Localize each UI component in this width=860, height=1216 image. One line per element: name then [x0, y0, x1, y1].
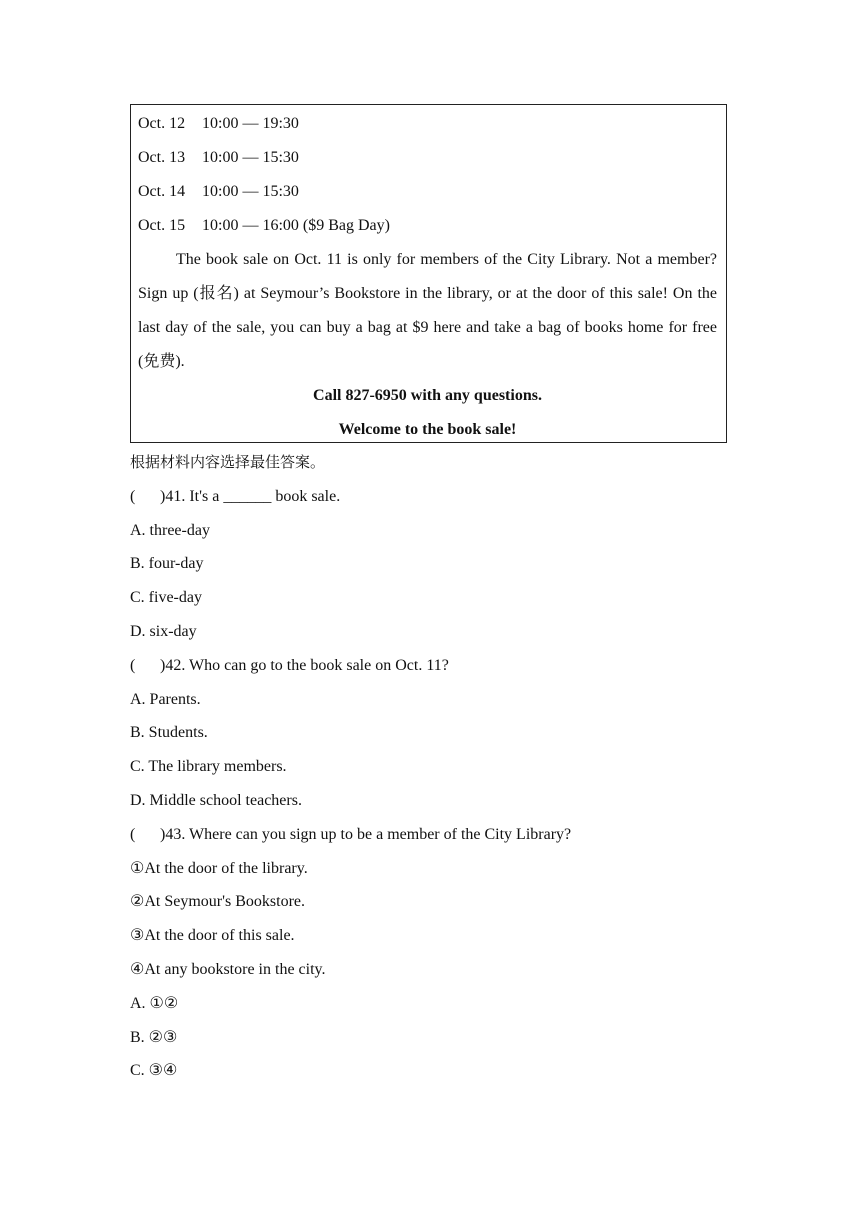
welcome-line: Welcome to the book sale!: [338, 421, 517, 438]
answer-blank: (: [130, 487, 136, 505]
question-section: [130, 446, 730, 1088]
statement: ④At any bookstore in the city.: [130, 960, 326, 978]
option: B. Students.: [130, 724, 208, 742]
option: A. ①②: [130, 994, 179, 1012]
question-text: )41. It's a ______ book sale.: [160, 487, 341, 505]
call-line: Call 827-6950 with any questions.: [313, 387, 542, 404]
option: C. ③④: [130, 1062, 178, 1080]
question-43-stem: [130, 818, 730, 852]
schedule-time: 10:00 — 16:00 ($9 Bag Day): [202, 217, 390, 234]
statement: ③At the door of this sale.: [130, 927, 295, 945]
question-text: )42. Who can go to the book sale on Oct. 11?: [160, 656, 449, 674]
schedule-date: Oct. 13: [138, 149, 186, 166]
schedule-time: 10:00 — 15:30: [202, 183, 299, 200]
option: A. Parents.: [130, 690, 201, 708]
option: A. three-day: [130, 521, 210, 539]
schedule-date: Oct. 12: [138, 115, 186, 132]
question-text: )43. Where can you sign up to be a member of the City Library?: [160, 825, 572, 843]
answer-blank: (: [130, 825, 136, 843]
instructions: 根据材料内容选择最佳答案。: [130, 453, 326, 471]
question-42-stem: [130, 649, 730, 683]
option: B. four-day: [130, 555, 204, 573]
option: B. ②③: [130, 1028, 178, 1046]
schedule-time: 10:00 — 15:30: [202, 149, 299, 166]
question-41-stem: [130, 480, 730, 514]
option: C. The library members.: [130, 758, 287, 776]
statement: ①At the door of the library.: [130, 859, 308, 877]
notice-paragraph: The book sale on Oct. 11 is only for members of the City Library. Not a member? Sign up (报名) at Seymour’s Bookstore in the library, or at the door of this sale! On the last day of the sale, you can buy a bag at $9 here and take a bag of books home for free (免费).: [138, 251, 717, 370]
schedule-row: [138, 146, 717, 180]
option: D. six-day: [130, 622, 197, 640]
book-sale-notice: [130, 104, 727, 443]
statement: ②At Seymour's Bookstore.: [130, 893, 305, 911]
answer-blank: (: [130, 656, 136, 674]
schedule-time: 10:00 — 19:30: [202, 115, 299, 132]
option: D. Middle school teachers.: [130, 791, 302, 809]
option: C. five-day: [130, 589, 202, 607]
schedule-date: Oct. 15: [138, 217, 186, 234]
schedule-row: [138, 112, 717, 146]
schedule-row: [138, 180, 717, 214]
schedule-date: Oct. 14: [138, 183, 186, 200]
